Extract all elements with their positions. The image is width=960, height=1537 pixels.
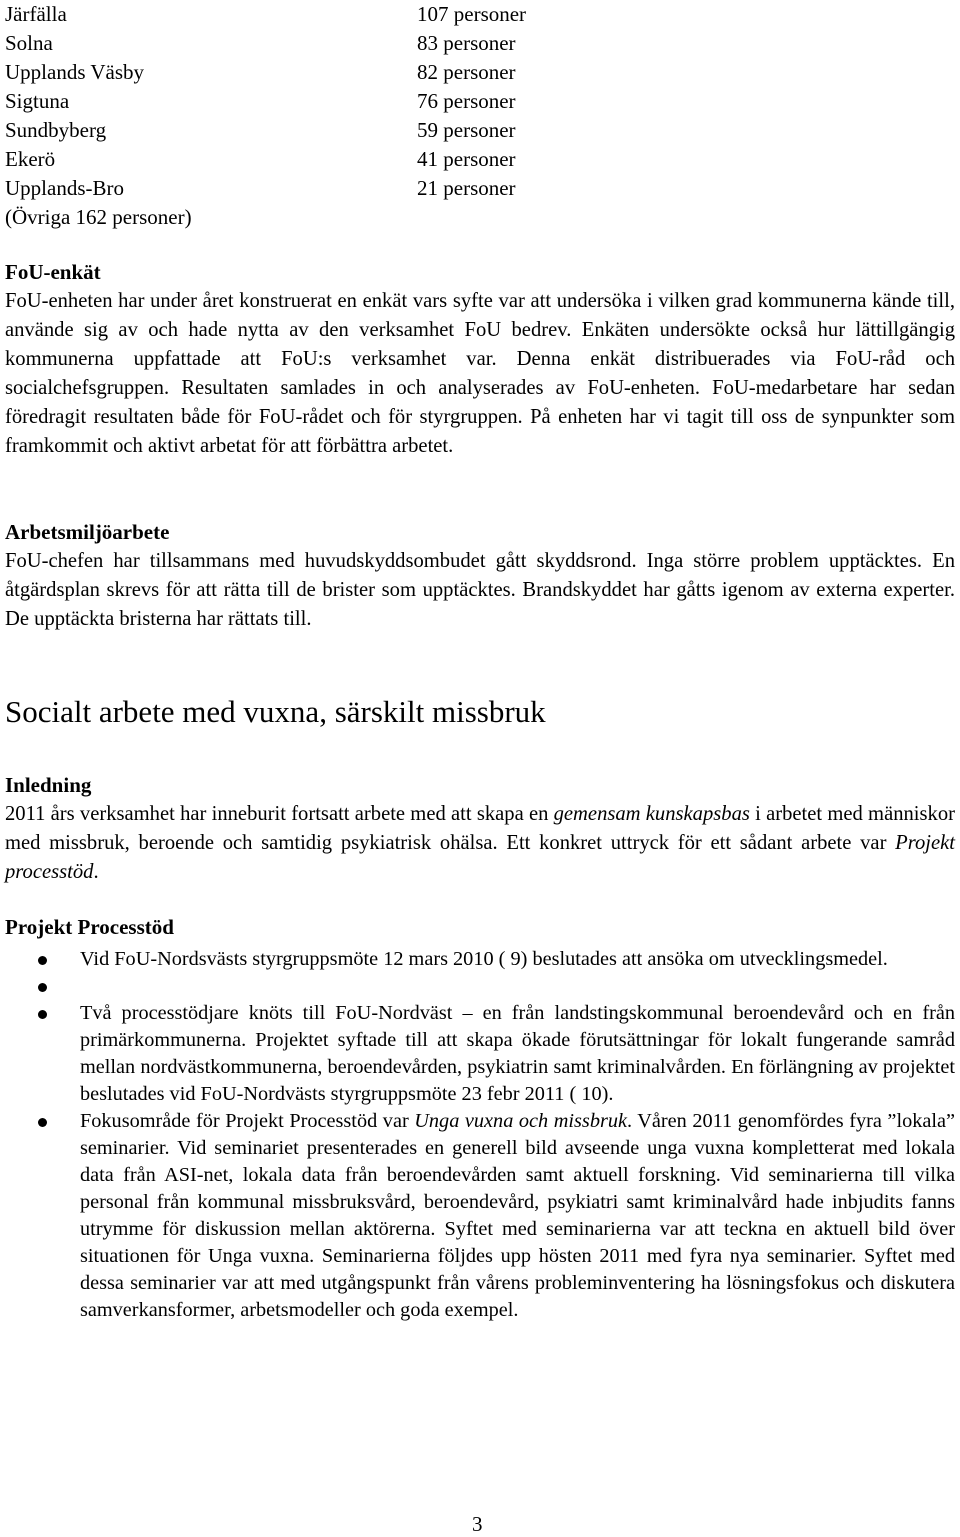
- list-item: [5, 145, 617, 174]
- municipality-name: Ekerö: [5, 147, 56, 171]
- bullet-icon: [38, 1010, 47, 1019]
- bullet-text: Två processtödjare knöts till FoU-Nordväst – en från landstingskommunal beroendevård och en från primärkommunerna. Projektet syftade till att skapa ökade förutsättningar för lokalt fungerande samråd mellan nordvästkommunerna, beroendevården, psykiatrin samt kriminalvården. En förlängning av projektet beslutades vid FoU-Nordvästs styrgruppsmöte 23 febr 2011 ( 10).: [80, 1002, 955, 1105]
- municipality-name: Järfälla: [5, 2, 67, 26]
- list-item: [5, 1000, 955, 1108]
- list-item: [5, 116, 617, 145]
- inledning-section: [5, 771, 955, 887]
- page-number: 3: [472, 1512, 483, 1536]
- bullet-icon: [38, 956, 47, 965]
- list-item: [5, 946, 955, 973]
- list-item: [5, 0, 617, 29]
- municipality-name: Solna: [5, 31, 53, 55]
- bullet-text: Vid FoU-Nordsvästs styrgruppsmöte 12 mars 2010 ( 9) beslutades att ansöka om utvecklingsmedel.: [80, 948, 888, 970]
- others-note: (Övriga 162 personer): [5, 205, 192, 229]
- text-run: .: [93, 861, 99, 883]
- municipality-count: 82 personer: [417, 60, 516, 84]
- list-item: [5, 973, 955, 1000]
- bullet-text: [80, 1110, 955, 1321]
- bullet-icon: [38, 983, 47, 992]
- emphasis-text: gemensam kunskapsbas: [553, 803, 750, 825]
- bullet-icon: [38, 1118, 47, 1127]
- chapter-title: Socialt arbete med vuxna, särskilt missbruk: [5, 694, 546, 729]
- emphasis-text: Unga vuxna och missbruk: [414, 1110, 627, 1132]
- municipality-count: 76 personer: [417, 89, 516, 113]
- municipality-count: 21 personer: [417, 176, 516, 200]
- section-heading: Projekt Processtöd: [5, 915, 174, 939]
- bullet-list: [5, 946, 955, 1324]
- arbetsmiljo-section: [5, 518, 955, 634]
- municipality-name: Upplands-Bro: [5, 176, 124, 200]
- list-item: [5, 29, 617, 58]
- section-heading: Arbetsmiljöarbete: [5, 520, 170, 544]
- municipality-count: 41 personer: [417, 147, 516, 171]
- paragraph: FoU-chefen har tillsammans med huvudskyddsombudet gått skyddsrond. Inga större problem upptäcktes. En åtgärdsplan skrevs för att rätta till de brister som upptäcktes. Brandskyddet har gåtts igenom av externa experter. De upptäckta bristerna har rättats till.: [5, 550, 955, 630]
- municipality-name: Sundbyberg: [5, 118, 107, 142]
- text-run: . Våren 2011 genomfördes fyra ”lokala” seminarier. Vid seminariet presenterades en generell bild avseende unga vuxna kompletterat med lokala data från ASI-net, lokala data från beroendevården samt aktuell forskning. Vid seminarierna till vilka personal från kommunal missbruksvård, beroendevård, psykiatri samt kriminalvård hade inbjudits fanns utrymme för diskussion mellan aktörerna. Syftet med seminarierna var att teckna en aktuell bild över situationen för Unga vuxna. Seminarierna följdes upp hösten 2011 med fyra nya seminarier. Syftet med dessa seminarier var att med utgångspunkt från vårens probleminventering ha lösningsfokus och diskutera samverkansformer, arbetsmodeller och goda exempel.: [80, 1110, 955, 1321]
- section-heading: Inledning: [5, 773, 92, 797]
- paragraph: FoU-enheten har under året konstruerat en enkät vars syfte var att undersöka i vilken grad kommunerna kände till, använde sig av och hade nytta av den verksamhet FoU bedrev. Enkäten undersökte också hur lättillgängig kommunerna uppfattade att FoU:s verksamhet var. Denna enkät distribuerades via FoU-råd och socialchefsgruppen. Resultaten samlades in och analyserades av FoU-enheten. FoU-medarbetare har sedan föredragit resultaten både för FoU-rådet och för styrgruppen. På enheten har vi tagit till oss de synpunkter som framkommit och aktivt arbetat för att förbättra arbetet.: [5, 290, 955, 457]
- section-heading: FoU-enkät: [5, 260, 101, 284]
- municipality-count: 83 personer: [417, 31, 516, 55]
- list-item: [5, 174, 617, 203]
- paragraph: [5, 800, 955, 887]
- fou-enkat-section: [5, 258, 955, 461]
- emphasis-text: Projekt processtöd: [5, 832, 955, 883]
- text-run: i arbetet med människor med missbruk, beroende och samtidig psykiatrisk ohälsa. Ett konkret uttryck för ett sådant arbete var: [5, 803, 955, 854]
- text-run: Fokusområde för Projekt Processtöd var: [80, 1110, 415, 1132]
- municipality-count: 107 personer: [417, 2, 527, 26]
- list-item: [5, 58, 617, 87]
- municipality-list: [5, 0, 617, 232]
- list-item: [5, 203, 617, 232]
- text-run: 2011 års verksamhet har inneburit fortsatt arbete med att skapa en: [5, 803, 554, 825]
- municipality-name: Sigtuna: [5, 89, 70, 113]
- municipality-count: 59 personer: [417, 118, 516, 142]
- list-item: [5, 87, 617, 116]
- list-item: [5, 1108, 955, 1324]
- municipality-name: Upplands Väsby: [5, 60, 145, 84]
- projekt-section: [5, 913, 955, 1324]
